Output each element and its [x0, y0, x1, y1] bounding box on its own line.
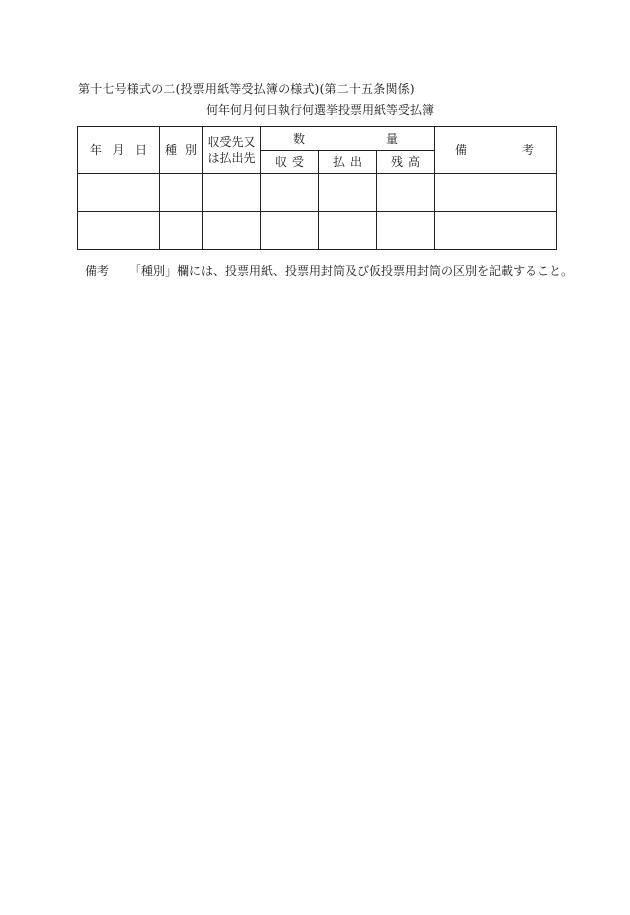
- header-remarks: 備 考: [435, 127, 557, 174]
- header-paid-out: 払 出: [319, 151, 377, 174]
- cell-type: [160, 212, 203, 250]
- cell-received: [261, 212, 319, 250]
- header-received: 収 受: [261, 151, 319, 174]
- cell-date: [78, 174, 160, 212]
- ledger-table: [77, 126, 557, 250]
- cell-balance: [377, 212, 435, 250]
- header-type: 種 別: [160, 127, 203, 174]
- cell-remarks: [435, 212, 557, 250]
- cell-paid-out: [319, 174, 377, 212]
- cell-balance: [377, 174, 435, 212]
- note-label: 備考: [85, 264, 110, 278]
- form-title: 第十七号様式の二(投票用紙等受払簿の様式)(第二十五条関係): [78, 82, 415, 96]
- note-text: 「種別」欄には、投票用紙、投票用封筒及び仮投票用封筒の区別を記載すること。: [129, 264, 574, 278]
- table-row: [78, 212, 557, 250]
- cell-counterparty: [203, 174, 261, 212]
- header-quantity: 数 量: [261, 127, 435, 151]
- header-counterparty: 収受先又 は払出先: [203, 127, 261, 174]
- cell-paid-out: [319, 212, 377, 250]
- cell-counterparty: [203, 212, 261, 250]
- cell-remarks: [435, 174, 557, 212]
- header-date: 年 月 日: [78, 127, 160, 174]
- cell-type: [160, 174, 203, 212]
- table-row: [78, 174, 557, 212]
- register-title: 何年何月何日執行何選挙投票用紙等受払簿: [205, 103, 434, 117]
- cell-received: [261, 174, 319, 212]
- cell-date: [78, 212, 160, 250]
- header-balance: 残 高: [377, 151, 435, 174]
- remarks-note: [85, 262, 573, 279]
